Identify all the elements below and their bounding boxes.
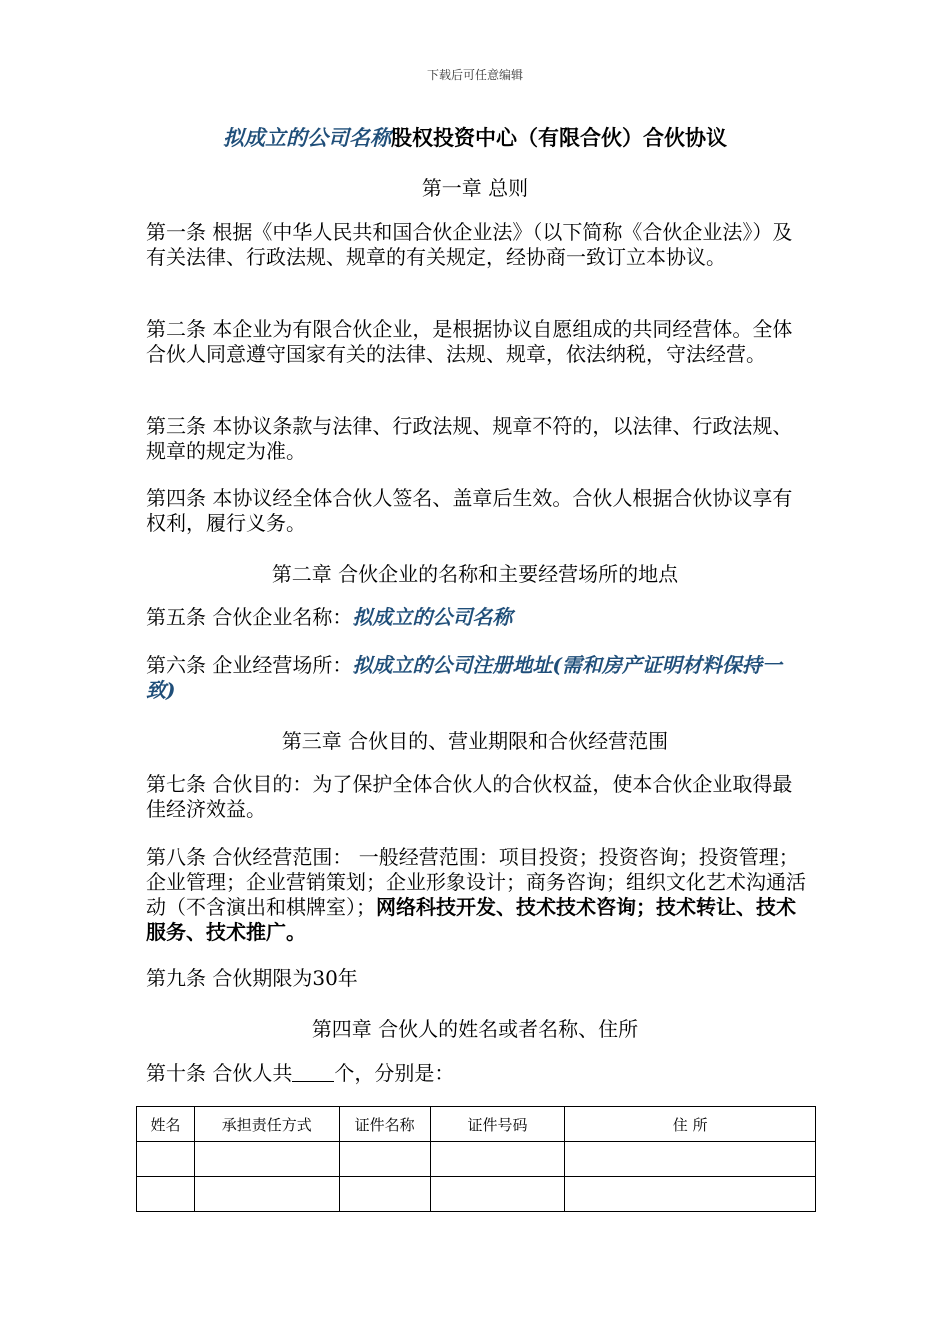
document-title [0,122,950,152]
table-cell[interactable] [137,1177,195,1212]
table-header-row [137,1107,816,1142]
article-6 [146,653,806,703]
table-cell[interactable] [137,1142,195,1177]
chapter-3-heading: 第三章 合伙目的、营业期限和合伙经营范围 [281,729,669,753]
article-8-general-scope: 第八条 合伙经营范围： 一般经营范围：项目投资；投资咨询；投资管理；企业管理；企业营销策划；企业形象设计；商务咨询；组织文化艺术沟通活动（不含演出和棋牌室）； [146,845,806,919]
article-10-after: 个，分别是： [334,1061,455,1085]
chapter-2-heading: 第二章 合伙企业的名称和主要经营场所的地点 [271,562,679,586]
article-4: 第四条 本协议经全体合伙人签名、盖章后生效。合伙人根据合伙协议享有权利，履行义务。 [146,486,793,535]
table-row [137,1177,816,1212]
chapter-1-heading: 第一章 总则 [421,176,529,200]
table-cell[interactable] [565,1177,816,1212]
table-cell[interactable] [339,1142,430,1177]
table-header-id-number: 证件号码 [430,1107,565,1142]
table-header-liability: 承担责任方式 [194,1107,339,1142]
table-cell[interactable] [339,1177,430,1212]
article-5-label: 第五条 合伙企业名称： [146,605,353,629]
article-6-label: 第六条 企业经营场所： [146,653,353,677]
address-placeholder: 拟成立的公司注册地址(需和房产证明材料保持一致) [146,653,782,702]
article-8 [146,845,806,945]
table-cell[interactable] [194,1142,339,1177]
article-5 [146,605,806,630]
chapter-4-heading: 第四章 合伙人的姓名或者名称、住所 [311,1017,639,1041]
table-cell[interactable] [430,1177,565,1212]
table-header-id-type: 证件名称 [339,1107,430,1142]
page-header: 下载后可任意编辑 [426,68,523,82]
article-2: 第二条 本企业为有限合伙企业，是根据协议自愿组成的共同经营体。全体合伙人同意遵守国家有关的法律、法规、规章，依法纳税，守法经营。 [146,317,793,366]
article-1: 第一条 根据《中华人民共和国合伙企业法》（以下简称《合伙企业法》）及有关法律、行政法规、规章的有关规定，经协商一致订立本协议。 [146,220,793,269]
table-cell[interactable] [194,1177,339,1212]
article-10-before: 第十条 合伙人共 [146,1061,293,1085]
partners-table [136,1106,816,1212]
article-3: 第三条 本协议条款与法律、行政法规、规章不符的，以法律、行政法规、规章的规定为准。 [146,414,793,463]
title-highlight: 拟成立的公司名称 [223,125,391,150]
table-cell[interactable] [565,1142,816,1177]
table-row [137,1142,816,1177]
partner-count-blank[interactable] [292,1063,334,1082]
title-rest: 股权投资中心（有限合伙）合伙协议 [391,125,727,150]
table-header-name: 姓名 [137,1107,195,1142]
article-9: 第九条 合伙期限为30年 [146,966,358,990]
article-7: 第七条 合伙目的：为了保护全体合伙人的合伙权益，使本合伙企业取得最佳经济效益。 [146,772,793,821]
article-8-tech-scope: 网络科技开发、技术技术咨询；技术转让、技术服务、技术推广。 [146,895,796,944]
table-cell[interactable] [430,1142,565,1177]
article-10 [146,1061,806,1086]
company-name-placeholder: 拟成立的公司名称 [352,605,513,629]
table-header-address: 住 所 [565,1107,816,1142]
